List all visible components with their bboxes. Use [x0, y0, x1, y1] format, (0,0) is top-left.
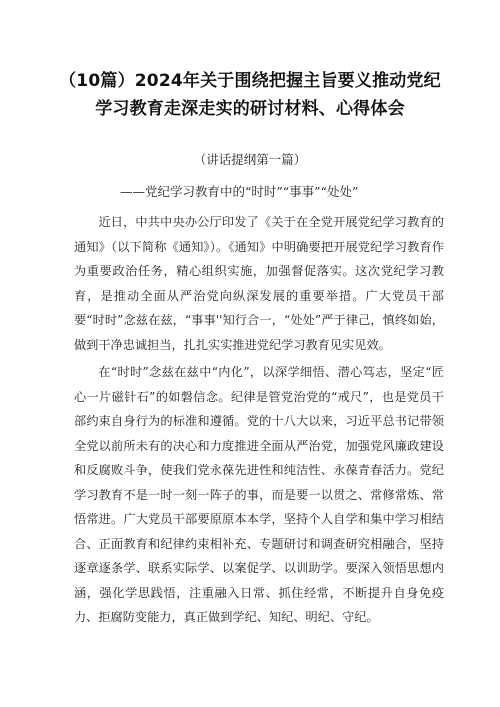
document-title-line-2: 学习教育走深走实的研讨材料、心得体会	[95, 99, 405, 119]
section-label: （讲话提纲第一篇）	[193, 152, 307, 167]
body-paragraph-2: 在“时时”念兹在兹中“内化”，以深学细悟、潜心笃志，坚定“匠心一片磁针石”的如磐信念。纪律是管党治党的“戒尺”，也是党员干部约束自身行为的标准和遵循。党的十八大以来，习近平总书记带领全党以前所未有的决心和力度推进全面从严治党，加强党风廉政建设和反腐败斗争，使我们党永葆先进性和纯洁性、永葆青春活力。党纪学习教育不是一时一刻一阵子的事，而是要一以贯之、常修常炼、常悟常进。广大党员干部要原原本本学，坚持个人自学和集中学习相结合、正面教育和纪律约束相补充、专题研讨和调查研究相融合，坚持逐章逐条学、联系实际学、以案促学、以训助学。要深入领悟思想内涵，强化学思践悟，注重融入日常、抓住经常，不断提升自身免疫力、拒腐防变能力，真正做到学纪、知纪、明纪、守纪。	[74, 365, 444, 624]
section-subtitle: ——党纪学习教育中的“时时”“事事”“处处”	[120, 184, 359, 199]
body-paragraph-1: 近日，中共中央办公厅印发了《关于在全党开展党纪学习教育的通知》（以下简称《通知》）。《通知》中明确要把开展党纪学习教育作为重要政治任务，精心组织实施，加强督促落实。这次党纪学习教育，是推动全面从严治党向纵深发展的重要举措。广大党员干部要“时时”念兹在兹，“事事''知行合一，“处处”严于律己，慎终如始，做到干净忠诚担当，扎扎实实推进党纪学习教育见实见效。	[74, 215, 444, 352]
document-title-line-1: （10篇）2024年关于围绕把握主旨要义推动党纪	[59, 71, 441, 91]
